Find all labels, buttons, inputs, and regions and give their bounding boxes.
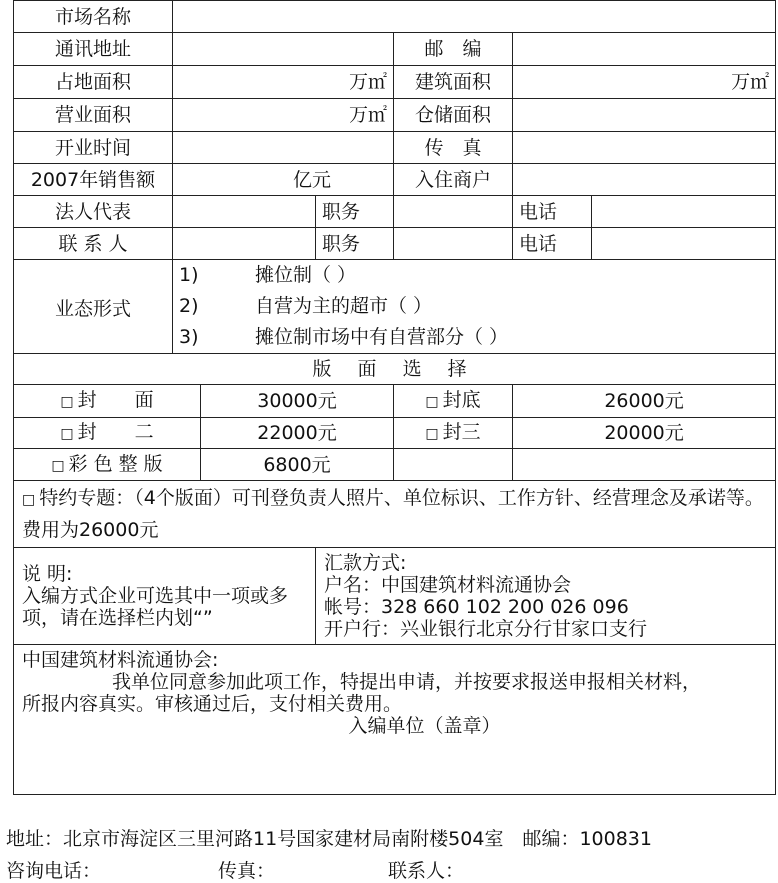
payment-bank: 开户行：兴业银行北京分行甘家口支行 (324, 618, 648, 640)
row-biz-area (14, 99, 776, 132)
row-business-type (14, 260, 776, 354)
build-area-field[interactable] (513, 66, 776, 99)
checkbox-icon[interactable]: □ (425, 426, 439, 442)
color-page-price: 6800元 (201, 449, 394, 481)
row-address (14, 33, 776, 66)
market-name-field[interactable] (173, 1, 776, 33)
row-legal-rep (14, 196, 776, 228)
checkbox-icon[interactable]: □ (425, 394, 439, 410)
address-label: 通讯地址 (14, 33, 173, 66)
business-option-2[interactable] (179, 291, 769, 322)
row-layout-header (14, 354, 776, 385)
cover3-label: 封三 (442, 421, 481, 443)
land-area-field[interactable] (173, 66, 394, 99)
cover2-option[interactable] (14, 418, 201, 449)
notes-title: 说 明: (22, 563, 73, 585)
checkbox-icon[interactable]: □ (60, 426, 74, 442)
legal-rep-field[interactable] (173, 196, 316, 228)
cover2-label: 封 二 (77, 421, 154, 443)
empty-cell (513, 449, 776, 481)
checkbox-icon[interactable]: □ (60, 394, 74, 410)
declaration-body-line2: 所报内容真实。审核通过后，支付相关费用。 (22, 693, 403, 715)
color-page-option[interactable] (14, 449, 201, 481)
postcode-field[interactable] (513, 33, 776, 66)
tenants-label: 入住商户 (394, 164, 513, 196)
cover2-price: 22000元 (201, 418, 394, 449)
declaration-addressee: 中国建筑材料流通协会: (22, 649, 219, 671)
position2-field[interactable] (394, 228, 513, 260)
footer-contact: 联系人： (388, 860, 465, 882)
phone1-label: 电话 (513, 196, 592, 228)
business-option-num: 2) (179, 295, 199, 317)
position1-field[interactable] (394, 196, 513, 228)
back-cover-label: 封底 (442, 389, 481, 411)
checkbox-icon[interactable]: □ (22, 492, 36, 508)
contact-label: 联 系 人 (14, 228, 173, 260)
build-area-label: 建筑面积 (394, 66, 513, 99)
business-option-3[interactable] (179, 322, 769, 353)
cover3-price: 20000元 (513, 418, 776, 449)
phone1-field[interactable] (592, 196, 776, 228)
sales-field[interactable] (173, 164, 394, 196)
row-color-page (14, 449, 776, 481)
special-topic-text: 特约专题：（4个版面）可刊登负责人照片、单位标识、工作方针、经营理念及承诺等。费用为26000元 (22, 487, 764, 541)
market-name-label: 市场名称 (14, 1, 173, 33)
address-field[interactable] (173, 33, 394, 66)
open-time-field[interactable] (173, 132, 394, 164)
payment-title: 汇款方式: (324, 552, 407, 574)
biz-area-unit: 万㎡ (348, 104, 387, 126)
biz-area-label: 营业面积 (14, 99, 173, 132)
land-area-unit: 万㎡ (348, 71, 387, 93)
row-cover (14, 385, 776, 418)
position2-label: 职务 (316, 228, 394, 260)
row-market-name (14, 1, 776, 33)
legal-rep-label: 法人代表 (14, 196, 173, 228)
postcode-label: 邮 编 (394, 33, 513, 66)
notes-cell (14, 548, 316, 645)
position1-label: 职务 (316, 196, 394, 228)
back-cover-option[interactable] (394, 385, 513, 418)
cover-label: 封 面 (77, 389, 154, 411)
declaration-seal: 入编单位（盖章） (348, 715, 501, 737)
storage-area-field[interactable] (513, 99, 776, 132)
build-area-unit: 万㎡ (731, 71, 770, 93)
declaration-cell (14, 645, 776, 795)
row-declaration (14, 645, 776, 795)
empty-cell (394, 449, 513, 481)
row-cover2 (14, 418, 776, 449)
layout-choice-header: 版 面 选 择 (14, 354, 776, 385)
footer-address: 地址：北京市海淀区三里河路11号国家建材局南附楼504室 邮编：100831 (6, 828, 652, 850)
fax-field[interactable] (513, 132, 776, 164)
land-area-label: 占地面积 (14, 66, 173, 99)
sales-label: 2007年销售额 (14, 164, 173, 196)
row-open-time (14, 132, 776, 164)
phone2-field[interactable] (592, 228, 776, 260)
tenants-field[interactable] (513, 164, 776, 196)
row-land-area (14, 66, 776, 99)
registration-form (13, 0, 776, 795)
row-notes-payment (14, 548, 776, 645)
footer-phone: 咨询电话： (6, 860, 102, 882)
business-option-text: 摊位制市场中有自营部分（ ） (255, 326, 509, 348)
business-type-options (173, 260, 776, 354)
business-option-text: 自营为主的超市（ ） (255, 295, 433, 317)
open-time-label: 开业时间 (14, 132, 173, 164)
row-special-topic (14, 481, 776, 548)
checkbox-icon[interactable]: □ (51, 457, 65, 474)
footer-fax: 传真： (218, 860, 276, 882)
color-page-label: 彩 色 整 版 (68, 452, 163, 475)
biz-area-field[interactable] (173, 99, 394, 132)
cover-option[interactable] (14, 385, 201, 418)
back-cover-price: 26000元 (513, 385, 776, 418)
business-option-num: 1) (179, 264, 199, 286)
payment-cell (316, 548, 776, 645)
business-option-text: 摊位制（ ） (255, 264, 357, 286)
business-type-label: 业态形式 (14, 260, 173, 354)
cover-price: 30000元 (201, 385, 394, 418)
business-option-1[interactable] (179, 260, 769, 291)
cover3-option[interactable] (394, 418, 513, 449)
special-topic-option[interactable] (14, 481, 776, 548)
notes-text: 入编方式企业可选其中一项或多项，请在选择栏内划“” (22, 585, 289, 629)
row-contact (14, 228, 776, 260)
payment-account-number: 帐号：328 660 102 200 026 096 (324, 596, 629, 618)
sales-unit: 亿元 (293, 168, 332, 191)
phone2-label: 电话 (513, 228, 592, 260)
storage-area-label: 仓储面积 (394, 99, 513, 132)
fax-label: 传 真 (394, 132, 513, 164)
footer-contact-line (6, 856, 464, 883)
contact-field[interactable] (173, 228, 316, 260)
business-option-num: 3) (179, 326, 199, 348)
row-sales (14, 164, 776, 196)
declaration-body-line1: 我单位同意参加此项工作，特提出申请，并按要求报送申报相关材料， (112, 671, 702, 693)
payment-account-name: 户名：中国建筑材料流通协会 (324, 574, 572, 596)
